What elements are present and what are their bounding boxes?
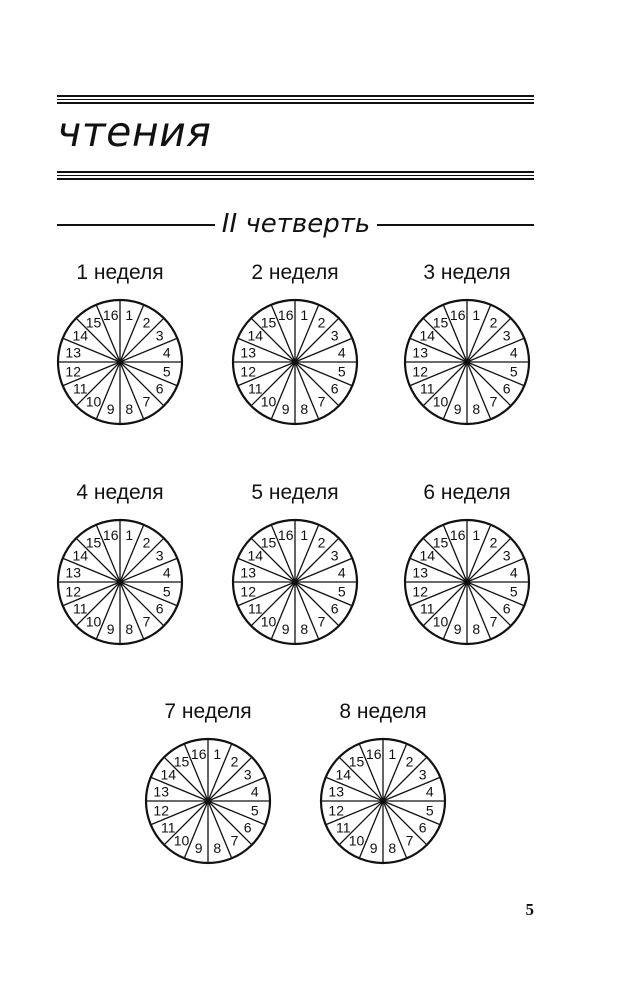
wheel-number: 2	[230, 753, 239, 770]
wheel-number: 9	[281, 620, 290, 637]
wheel-number: 13	[328, 783, 344, 800]
wheel-number: 10	[85, 613, 102, 630]
wheel-number: 11	[73, 600, 88, 617]
wheel-number: 12	[240, 363, 256, 380]
wheel-number: 16	[277, 527, 294, 544]
reading-wheel	[141, 734, 275, 868]
wheel-number: 3	[155, 327, 164, 344]
wheel-number: 11	[420, 600, 435, 617]
wheel-number: 8	[125, 400, 134, 417]
wheel-number: 10	[432, 393, 449, 410]
reading-wheel	[228, 295, 362, 429]
wheel-number: 13	[240, 344, 256, 361]
wheel-number: 12	[412, 363, 428, 380]
week-block-3	[397, 259, 537, 417]
quarter-title: II четверть	[221, 209, 371, 239]
wheel-number: 6	[502, 380, 511, 397]
wheel-number: 7	[317, 393, 326, 410]
week-block-8	[313, 698, 453, 856]
wheel-number: 9	[194, 839, 203, 856]
wheel-number: 3	[502, 547, 511, 564]
week-label: 2 неделя	[251, 261, 339, 284]
wheel-number: 5	[162, 583, 171, 600]
rule-line	[57, 171, 534, 173]
wheel-number: 13	[240, 564, 256, 581]
wheel-number: 3	[243, 766, 252, 783]
wheel-number: 15	[432, 314, 449, 331]
wheel-number: 5	[337, 583, 346, 600]
wheel-number: 16	[449, 307, 466, 324]
reading-wheel	[53, 295, 187, 429]
wheel-number: 2	[489, 534, 498, 551]
wheel-number: 6	[418, 819, 427, 836]
week-label: 5 неделя	[251, 481, 339, 504]
wheel-number: 6	[502, 600, 511, 617]
wheel-number: 12	[240, 583, 256, 600]
rule-line	[57, 102, 534, 104]
wheel-number: 1	[472, 307, 481, 324]
wheel-number: 11	[161, 819, 176, 836]
wheel-number: 6	[243, 819, 252, 836]
week-block-4	[50, 479, 190, 637]
quarter-line-left	[57, 224, 215, 226]
wheel-number: 8	[472, 400, 481, 417]
wheel-number: 16	[102, 527, 119, 544]
week-block-2	[225, 259, 365, 417]
wheel-number: 15	[348, 753, 365, 770]
wheel-number: 11	[73, 380, 88, 397]
wheel-number: 16	[190, 746, 207, 763]
page-heading: чтения	[57, 108, 212, 156]
wheel-number: 13	[412, 564, 428, 581]
quarter-line-right	[377, 224, 534, 226]
wheel-number: 14	[160, 766, 177, 783]
wheel-number: 11	[420, 380, 435, 397]
wheel-number: 8	[125, 620, 134, 637]
wheel-number: 3	[155, 547, 164, 564]
wheel-number: 10	[348, 832, 365, 849]
wheel-number: 5	[162, 363, 171, 380]
wheel-number: 12	[328, 802, 344, 819]
wheel-number: 15	[260, 314, 277, 331]
wheel-number: 3	[418, 766, 427, 783]
week-label: 4 неделя	[76, 481, 164, 504]
wheel-number: 7	[142, 393, 151, 410]
wheel-number: 9	[106, 620, 115, 637]
wheel-number: 14	[72, 327, 89, 344]
wheel-number: 10	[260, 393, 277, 410]
wheel-number: 12	[412, 583, 428, 600]
rule-line	[57, 95, 534, 97]
wheel-number: 3	[502, 327, 511, 344]
wheel-number: 4	[509, 564, 518, 581]
wheel-number: 2	[405, 753, 414, 770]
wheel-number: 12	[65, 363, 81, 380]
wheel-number: 12	[65, 583, 81, 600]
wheel-number: 4	[425, 783, 434, 800]
rule-line	[57, 175, 534, 177]
wheel-number: 1	[300, 527, 309, 544]
wheel-number: 14	[335, 766, 352, 783]
wheel-number: 2	[489, 314, 498, 331]
wheel-number: 2	[317, 534, 326, 551]
wheel-number: 4	[337, 344, 346, 361]
wheel-number: 13	[153, 783, 169, 800]
wheel-number: 7	[405, 832, 414, 849]
wheel-number: 1	[300, 307, 309, 324]
week-block-1	[50, 259, 190, 417]
week-block-7	[138, 698, 278, 856]
wheel-number: 1	[125, 307, 134, 324]
wheel-number: 8	[388, 839, 397, 856]
wheel-number: 4	[162, 344, 171, 361]
wheel-number: 11	[248, 380, 263, 397]
wheel-number: 12	[153, 802, 169, 819]
wheel-number: 14	[247, 547, 264, 564]
wheel-number: 13	[412, 344, 428, 361]
week-label: 8 неделя	[339, 700, 427, 723]
wheel-number: 3	[330, 547, 339, 564]
wheel-number: 16	[449, 527, 466, 544]
wheel-number: 15	[85, 314, 102, 331]
wheel-number: 4	[509, 344, 518, 361]
wheel-number: 9	[453, 400, 462, 417]
wheel-number: 5	[425, 802, 434, 819]
wheel-number: 5	[509, 363, 518, 380]
wheel-number: 8	[213, 839, 222, 856]
wheel-number: 15	[260, 534, 277, 551]
reading-wheel	[400, 295, 534, 429]
wheel-number: 9	[369, 839, 378, 856]
wheel-number: 6	[330, 600, 339, 617]
bottom-rule-lines	[57, 171, 534, 180]
wheel-number: 7	[142, 613, 151, 630]
wheel-number: 14	[247, 327, 264, 344]
wheel-number: 16	[102, 307, 119, 324]
wheel-number: 6	[155, 600, 164, 617]
page-number: 5	[525, 900, 534, 919]
wheel-number: 14	[419, 547, 436, 564]
wheel-number: 3	[330, 327, 339, 344]
wheel-number: 8	[472, 620, 481, 637]
week-label: 6 неделя	[423, 481, 511, 504]
week-label: 3 неделя	[423, 261, 511, 284]
week-block-6	[397, 479, 537, 637]
wheel-number: 1	[388, 746, 397, 763]
wheel-number: 9	[453, 620, 462, 637]
wheel-number: 15	[85, 534, 102, 551]
wheel-number: 6	[330, 380, 339, 397]
wheel-number: 5	[250, 802, 259, 819]
wheel-number: 8	[300, 620, 309, 637]
reading-wheel	[316, 734, 450, 868]
top-rule-lines	[57, 95, 534, 104]
wheel-number: 7	[489, 393, 498, 410]
wheel-number: 5	[337, 363, 346, 380]
wheel-number: 6	[155, 380, 164, 397]
wheel-number: 9	[106, 400, 115, 417]
wheel-number: 15	[173, 753, 190, 770]
wheel-number: 10	[85, 393, 102, 410]
wheel-number: 7	[230, 832, 239, 849]
wheel-number: 2	[142, 314, 151, 331]
wheel-number: 8	[300, 400, 309, 417]
wheel-number: 14	[419, 327, 436, 344]
wheel-number: 13	[65, 344, 81, 361]
wheel-number: 16	[365, 746, 382, 763]
wheel-number: 7	[317, 613, 326, 630]
week-label: 1 неделя	[76, 261, 164, 284]
wheel-number: 10	[432, 613, 449, 630]
wheel-number: 4	[337, 564, 346, 581]
wheel-number: 2	[317, 314, 326, 331]
wheel-number: 4	[162, 564, 171, 581]
rule-line	[57, 99, 534, 101]
wheel-number: 10	[173, 832, 190, 849]
wheel-number: 15	[432, 534, 449, 551]
wheel-number: 4	[250, 783, 259, 800]
wheel-number: 11	[248, 600, 263, 617]
rule-line	[57, 178, 534, 180]
week-label: 7 неделя	[164, 700, 252, 723]
week-block-5	[225, 479, 365, 637]
wheel-number: 9	[281, 400, 290, 417]
reading-wheel	[228, 515, 362, 649]
wheel-number: 14	[72, 547, 89, 564]
wheel-number: 1	[213, 746, 222, 763]
reading-wheel	[53, 515, 187, 649]
reading-wheel	[400, 515, 534, 649]
wheel-number: 13	[65, 564, 81, 581]
wheel-number: 2	[142, 534, 151, 551]
wheel-number: 5	[509, 583, 518, 600]
wheel-number: 1	[125, 527, 134, 544]
wheel-number: 7	[489, 613, 498, 630]
wheel-number: 1	[472, 527, 481, 544]
wheel-number: 11	[336, 819, 351, 836]
wheel-number: 10	[260, 613, 277, 630]
wheel-number: 16	[277, 307, 294, 324]
